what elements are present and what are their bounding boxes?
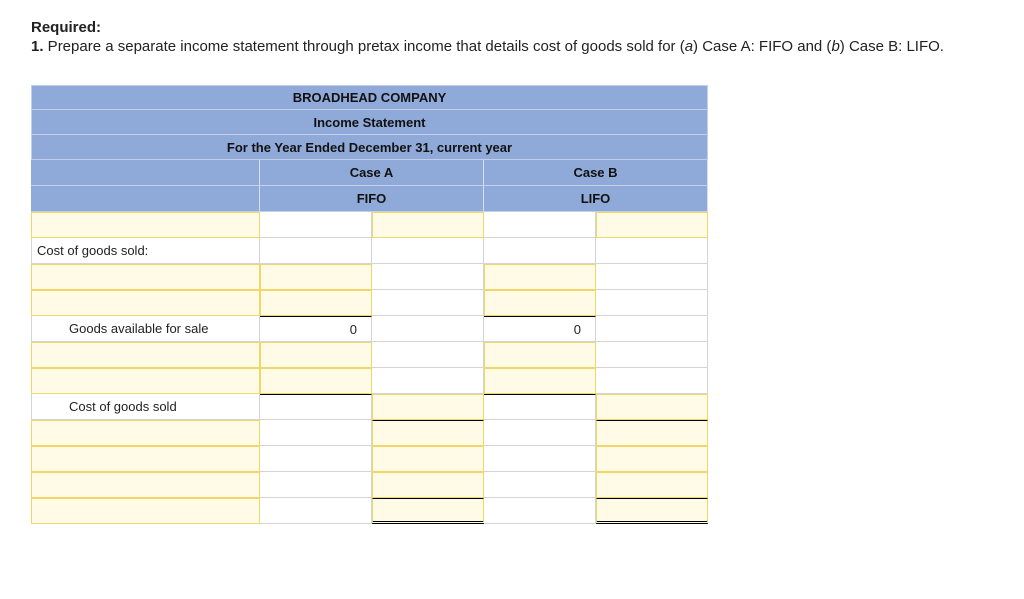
label-input[interactable] [31, 420, 260, 446]
label-field[interactable] [32, 265, 259, 289]
empty-cell [484, 238, 596, 264]
empty-cell [260, 238, 372, 264]
label-field[interactable] [32, 447, 259, 471]
label-field[interactable] [32, 421, 259, 445]
label-input[interactable] [31, 472, 260, 498]
table-row [31, 394, 708, 420]
table-row [31, 342, 708, 368]
case-b-amount-input[interactable] [596, 420, 708, 446]
amount-field[interactable] [597, 395, 707, 419]
empty-cell [372, 290, 484, 316]
case-b-detail-input[interactable] [484, 264, 596, 290]
empty-cell [260, 212, 372, 238]
instruction-letter-b: b [831, 38, 840, 55]
label-field[interactable] [32, 213, 259, 237]
amount-field[interactable] [261, 291, 371, 315]
case-a-amount-input[interactable] [372, 446, 484, 472]
empty-cell [484, 420, 596, 446]
empty-cell [596, 264, 708, 290]
method-header-row [31, 186, 708, 212]
instruction-number: 1. [31, 38, 44, 55]
empty-cell [260, 472, 372, 498]
empty-cell [484, 394, 596, 420]
empty-cell [372, 264, 484, 290]
table-row [31, 472, 708, 498]
case-b-header: Case B [484, 160, 708, 186]
empty-cell [484, 472, 596, 498]
case-a-pretax-input[interactable] [372, 498, 484, 524]
income-statement-worksheet [31, 85, 708, 524]
case-a-detail-input[interactable] [260, 368, 372, 394]
goods-available-case-a: 0 [260, 316, 372, 342]
goods-available-case-b: 0 [484, 316, 596, 342]
amount-field[interactable] [597, 499, 707, 521]
case-a-header: Case A [260, 160, 484, 186]
label-input[interactable] [31, 290, 260, 316]
goods-available-label: Goods available for sale [31, 316, 260, 342]
required-heading: Required: [31, 19, 102, 36]
instruction-part-3: ) Case B: LIFO. [839, 38, 944, 55]
amount-field[interactable] [597, 421, 707, 445]
case-b-amount-input[interactable] [596, 472, 708, 498]
case-b-amount-input[interactable] [596, 446, 708, 472]
amount-field[interactable] [261, 343, 371, 367]
table-row [31, 316, 708, 342]
table-row [31, 238, 708, 264]
empty-cell [372, 368, 484, 394]
empty-cell [596, 238, 708, 264]
amount-field[interactable] [485, 291, 595, 315]
empty-cell [596, 290, 708, 316]
amount-field[interactable] [485, 343, 595, 367]
amount-field[interactable] [597, 473, 707, 497]
company-name: BROADHEAD COMPANY [31, 85, 708, 110]
table-row [31, 212, 708, 238]
label-field[interactable] [32, 343, 259, 367]
amount-field[interactable] [485, 369, 595, 393]
case-header-blank [31, 160, 260, 186]
case-a-amount-input[interactable] [372, 420, 484, 446]
label-field[interactable] [32, 369, 259, 393]
empty-cell [484, 212, 596, 238]
label-input[interactable] [31, 446, 260, 472]
amount-field[interactable] [373, 421, 483, 445]
case-b-detail-input[interactable] [484, 290, 596, 316]
label-input[interactable] [31, 342, 260, 368]
case-a-amount-input[interactable] [372, 472, 484, 498]
statement-period: For the Year Ended December 31, current year [31, 135, 708, 160]
empty-cell [372, 316, 484, 342]
case-a-cogs-input[interactable] [372, 394, 484, 420]
amount-field[interactable] [373, 447, 483, 471]
label-input[interactable] [31, 498, 260, 524]
empty-cell [260, 498, 372, 524]
amount-field[interactable] [485, 265, 595, 289]
label-field[interactable] [32, 291, 259, 315]
cogs-total-label: Cost of goods sold [31, 394, 260, 420]
instruction-text [31, 38, 944, 55]
amount-field[interactable] [373, 213, 483, 237]
amount-field[interactable] [261, 369, 371, 393]
instruction-part-1: Prepare a separate income statement through pretax income that details cost of goods sold for ( [43, 38, 685, 55]
amount-field[interactable] [373, 499, 483, 521]
fifo-header: FIFO [260, 186, 484, 212]
label-input[interactable] [31, 264, 260, 290]
instruction-letter-a: a [684, 38, 694, 55]
empty-cell [596, 342, 708, 368]
empty-cell [596, 368, 708, 394]
empty-cell [372, 238, 484, 264]
amount-field[interactable] [597, 213, 707, 237]
empty-cell [484, 446, 596, 472]
case-b-cogs-input[interactable] [596, 394, 708, 420]
case-a-detail-input[interactable] [260, 264, 372, 290]
table-row [31, 368, 708, 394]
empty-cell [260, 446, 372, 472]
case-b-detail-input[interactable] [484, 342, 596, 368]
table-row [31, 446, 708, 472]
table-row [31, 290, 708, 316]
case-a-detail-input[interactable] [260, 290, 372, 316]
case-b-detail-input[interactable] [484, 368, 596, 394]
amount-field[interactable] [597, 447, 707, 471]
empty-cell [260, 394, 372, 420]
amount-field[interactable] [373, 473, 483, 497]
table-row [31, 420, 708, 446]
case-a-detail-input[interactable] [260, 342, 372, 368]
empty-cell [372, 342, 484, 368]
case-header-row [31, 160, 708, 186]
method-header-blank [31, 186, 260, 212]
case-a-amount-input[interactable] [372, 212, 484, 238]
amount-field[interactable] [373, 395, 483, 419]
empty-cell [596, 316, 708, 342]
label-input[interactable] [31, 212, 260, 238]
table-row [31, 498, 708, 524]
case-b-pretax-input[interactable] [596, 498, 708, 524]
statement-title: Income Statement [31, 110, 708, 135]
cogs-heading: Cost of goods sold: [31, 238, 260, 264]
empty-cell [484, 498, 596, 524]
empty-cell [260, 420, 372, 446]
label-input[interactable] [31, 368, 260, 394]
amount-field[interactable] [261, 265, 371, 289]
case-b-amount-input[interactable] [596, 212, 708, 238]
table-row [31, 264, 708, 290]
label-field[interactable] [32, 499, 259, 523]
lifo-header: LIFO [484, 186, 708, 212]
instruction-part-2: ) Case A: FIFO and ( [693, 38, 832, 55]
label-field[interactable] [32, 473, 259, 497]
